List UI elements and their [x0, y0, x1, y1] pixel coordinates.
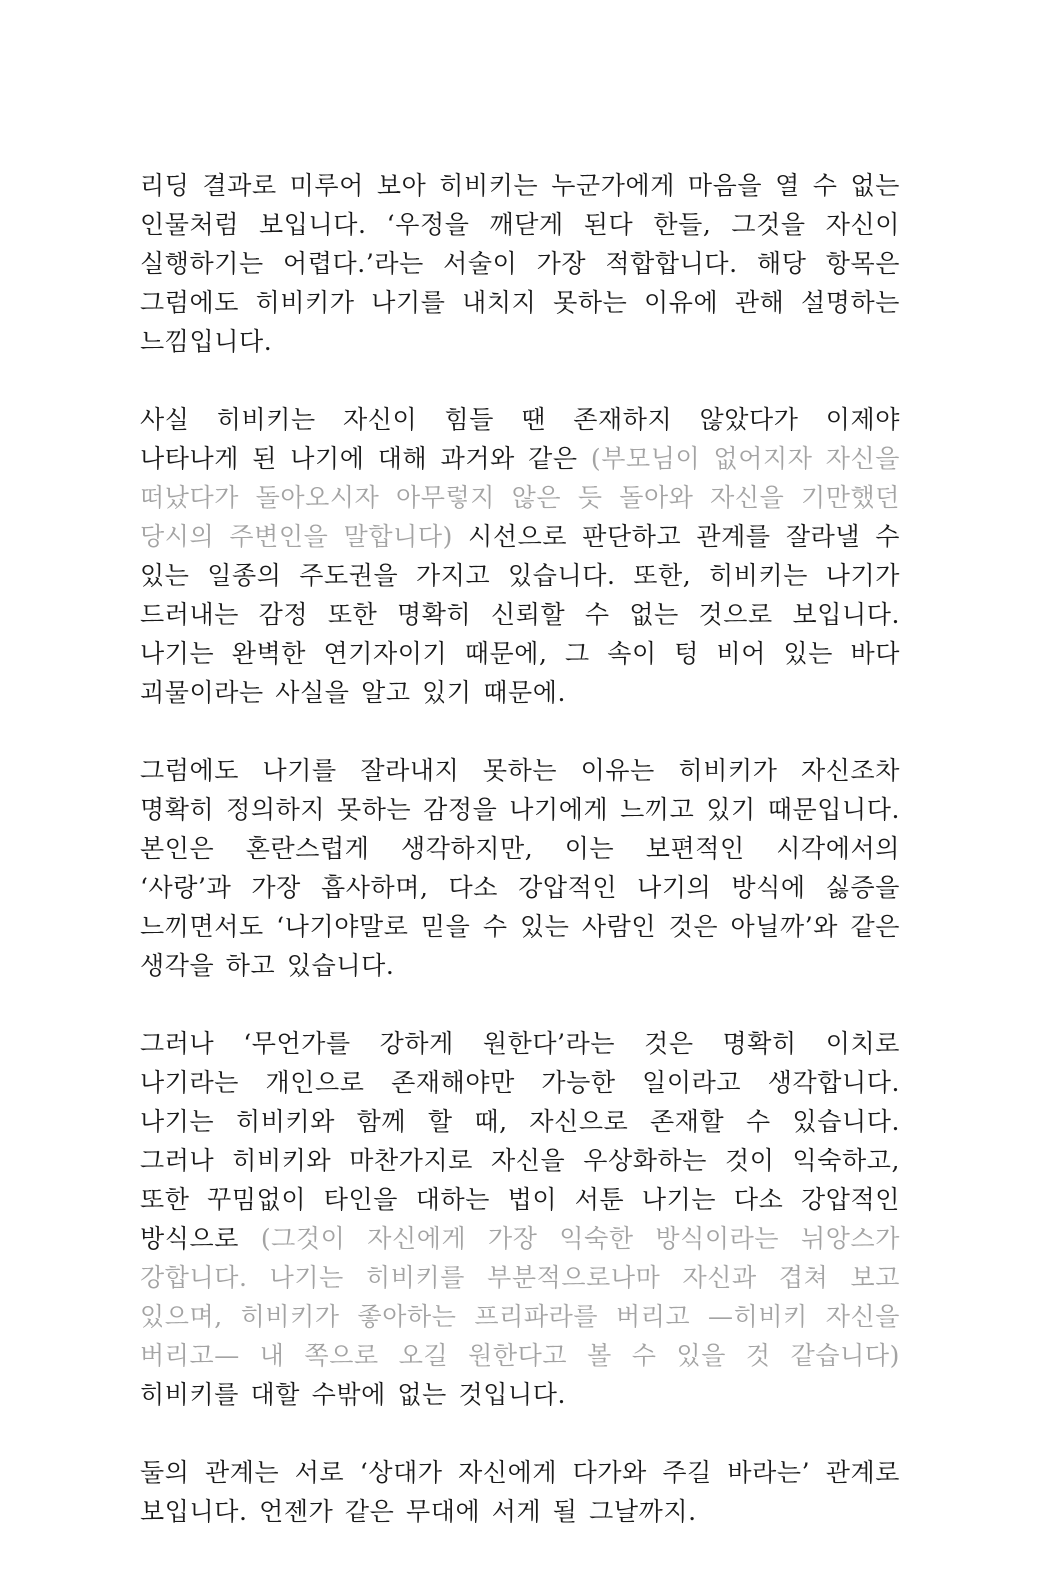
paragraph-text: 히비키를 대할 수밖에 없는 것입니다. [140, 1380, 566, 1409]
paragraph-text: 시선으로 판단하고 관계를 잘라낼 수 있는 일종의 주도권을 가지고 있습니다. 또한, 히비키는 나기가 드러내는 감정 또한 명확히 신뢰할 수 없는 것으로 보입니다. 나기는 완벽한 연기자이기 때문에, 그 속이 텅 비어 있는 바다 괴물이라는 사실을 알고 있기 때문에. [140, 522, 900, 707]
paragraph-text: 사실 히비키는 자신이 힘들 땐 존재하지 않았다가 이제야 나타나게 된 나기에 대해 과거와 같은 [140, 405, 900, 473]
paragraph-reading-result [140, 166, 900, 361]
parenthetical-note: (그것이 자신에게 가장 익숙한 방식이라는 뉘앙스가 강합니다. 나기는 히비키를 부분적으로나마 자신과 겹쳐 보고 있으며, 히비키가 좋아하는 프리파라를 버리고 —히비키 자신을 버리고— 내 쪽으로 오길 원한다고 볼 수 있을 것 같습니다) [140, 1224, 900, 1370]
paragraph-text: 둘의 관계는 서로 ‘상대가 자신에게 다가와 주길 바라는’ 관계로 보입니다. 언젠가 같은 무대에 서게 될 그날까지. [140, 1458, 900, 1526]
paragraph-text: 그럼에도 나기를 잘라내지 못하는 이유는 히비키가 자신조차 명확히 정의하지 못하는 감정을 나기에게 느끼고 있기 때문입니다. 본인은 혼란스럽게 생각하지만, 이는 보편적인 시각에서의 ‘사랑’과 가장 흡사하며, 다소 강압적인 나기의 방식에 싫증을 느끼면서도 ‘나기야말로 믿을 수 있는 사람인 것은 아닐까’와 같은 생각을 하고 있습니다. [140, 756, 900, 980]
paragraph-nagi-desire [140, 1024, 900, 1414]
paragraph-text: 리딩 결과로 미루어 보아 히비키는 누군가에게 마음을 열 수 없는 인물처럼 보입니다. ‘우정을 깨닫게 된다 한들, 그것을 자신이 실행하기는 어렵다.’라는 서술이 가장 적합합니다. 해당 항목은 그럼에도 히비키가 나기를 내치지 못하는 이유에 관해 설명하는 느낌입니다. [140, 171, 900, 356]
parenthetical-note: (부모님이 없어지자 자신을 떠났다가 돌아오시자 아무렇지 않은 듯 돌아와 자신을 기만했던 당시의 주변인을 말합니다) [140, 444, 900, 551]
paragraph-text: 그러나 ‘무언가를 강하게 원한다’라는 것은 명확히 이치로 나기라는 개인으로 존재해야만 가능한 일이라고 생각합니다. 나기는 히비키와 함께 할 때, 자신으로 존재할 수 있습니다. 그러나 히비키와 마찬가지로 자신을 우상화하는 것이 익숙하고, 또한 꾸밈없이 타인을 대하는 법이 서툰 나기는 다소 강압적인 방식으로 [140, 1029, 900, 1253]
document-body [140, 166, 900, 1570]
paragraph-relationship-summary [140, 1453, 900, 1531]
paragraph-hibiki-feelings [140, 751, 900, 985]
paragraph-hibiki-judgement [140, 400, 900, 712]
